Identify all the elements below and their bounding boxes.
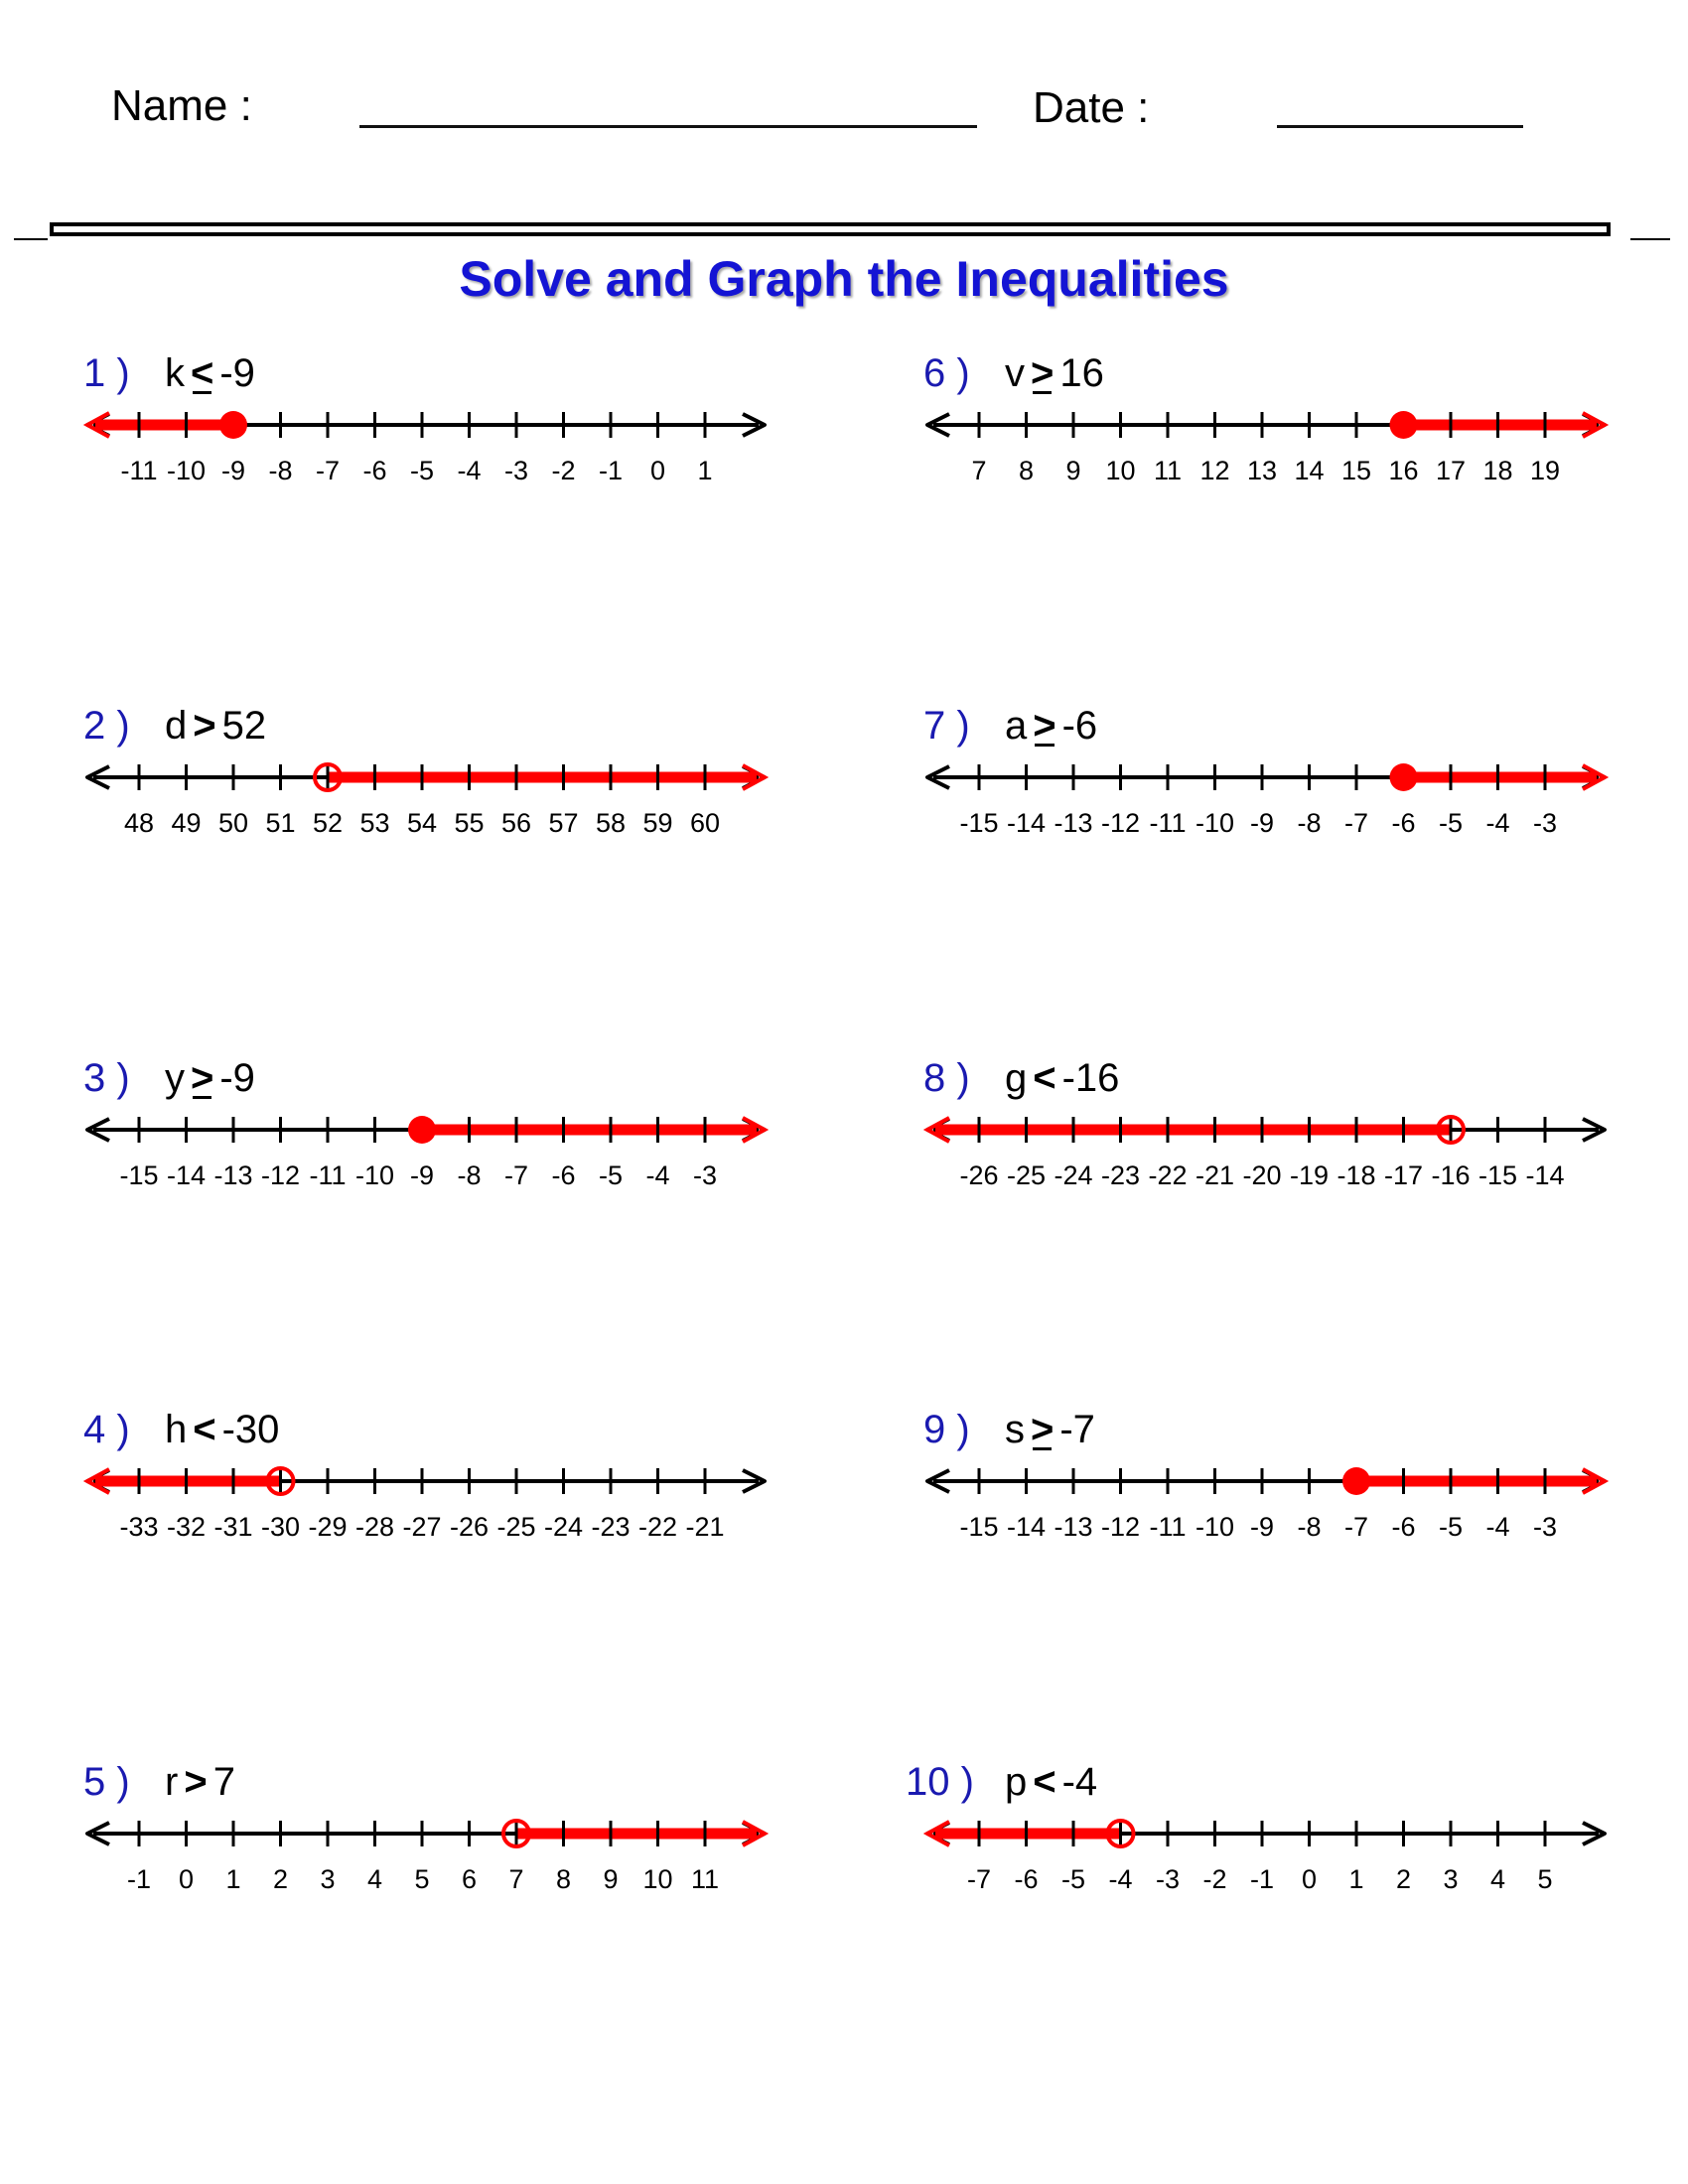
inequality-expression <box>165 351 255 396</box>
problem-number: 5 ) <box>83 1760 130 1804</box>
tick-label: -5 <box>598 1160 624 1190</box>
divider-tick-left <box>14 238 48 240</box>
tick-label: 59 <box>642 808 673 838</box>
tick-label: 55 <box>454 808 485 838</box>
tick-label: -27 <box>402 1512 442 1542</box>
tick-label: -6 <box>1391 1512 1416 1542</box>
tick-label: -14 <box>166 1160 207 1190</box>
tick-label: 2 <box>272 1864 289 1894</box>
tick-label: 1 <box>225 1864 241 1894</box>
closed-point <box>219 411 247 439</box>
tick-label: -9 <box>220 456 246 485</box>
tick-label: 4 <box>366 1864 383 1894</box>
tick-label: -13 <box>1054 808 1093 838</box>
inequality-variable: p <box>1005 1760 1028 1804</box>
tick-label: -32 <box>166 1512 207 1542</box>
tick-label: 10 <box>1105 456 1136 485</box>
inequality-variable: d <box>165 704 188 748</box>
number-line <box>923 1104 1618 1203</box>
tick-label: -22 <box>1148 1160 1188 1190</box>
tick-label: 3 <box>1443 1864 1459 1894</box>
inequality-value: -30 <box>221 1408 280 1451</box>
number-line <box>83 751 778 851</box>
tick-label: 0 <box>178 1864 195 1894</box>
tick-label: -10 <box>1195 808 1235 838</box>
tick-label: -22 <box>637 1512 678 1542</box>
tick-label: -15 <box>1477 1160 1518 1190</box>
tick-label: 13 <box>1246 456 1278 485</box>
tick-label: 53 <box>359 808 390 838</box>
inequality-expression <box>1005 1760 1097 1805</box>
tick-label: 4 <box>1489 1864 1506 1894</box>
tick-label: -9 <box>1249 808 1275 838</box>
inequality-expression <box>165 704 266 749</box>
inequality-expression <box>165 1760 235 1805</box>
tick-label: -18 <box>1336 1160 1376 1190</box>
tick-label: -6 <box>362 456 387 485</box>
tick-label: -8 <box>1297 808 1322 838</box>
inequality-symbol: > <box>193 704 216 748</box>
date-blank[interactable] <box>1277 125 1523 128</box>
tick-label: -21 <box>685 1512 725 1542</box>
inequality-variable: k <box>165 351 185 395</box>
tick-label: -4 <box>1108 1864 1133 1894</box>
tick-label: -7 <box>503 1160 529 1190</box>
inequality-symbol: < <box>1033 1056 1056 1100</box>
problem-number: 7 ) <box>923 704 970 748</box>
tick-label: 11 <box>1153 456 1183 485</box>
inequality-variable: y <box>165 1056 185 1100</box>
tick-label: 7 <box>508 1864 524 1894</box>
tick-label: 48 <box>123 808 155 838</box>
inequality-symbol: < <box>1033 1760 1056 1804</box>
tick-label: -8 <box>268 456 293 485</box>
tick-label: 2 <box>1395 1864 1412 1894</box>
tick-label: -13 <box>1054 1512 1093 1542</box>
tick-label: -28 <box>354 1512 395 1542</box>
tick-label: -3 <box>1155 1864 1181 1894</box>
tick-label: 50 <box>217 808 249 838</box>
tick-label: 52 <box>312 808 344 838</box>
worksheet-title: Solve and Graph the Inequalities <box>459 251 1229 307</box>
tick-label: 19 <box>1529 456 1561 485</box>
closed-point <box>1390 411 1418 439</box>
closed-point <box>408 1116 436 1144</box>
problem-9 <box>923 1408 1638 1586</box>
tick-label: -1 <box>1249 1864 1275 1894</box>
tick-label: -1 <box>598 456 624 485</box>
inequality-value: -9 <box>219 351 255 395</box>
number-line <box>923 1808 1618 1907</box>
number-line <box>83 1104 778 1203</box>
tick-label: 60 <box>689 808 721 838</box>
inequality-variable: r <box>165 1760 179 1804</box>
tick-label: -11 <box>120 456 158 485</box>
inequality-symbol: < <box>191 351 214 395</box>
problem-number: 8 ) <box>923 1056 970 1100</box>
tick-label: -9 <box>1249 1512 1275 1542</box>
problem-10 <box>906 1760 1638 1939</box>
tick-label: -4 <box>645 1160 670 1190</box>
header-divider <box>50 222 1611 236</box>
problem-7 <box>923 704 1638 883</box>
tick-label: 5 <box>1537 1864 1553 1894</box>
tick-label: 57 <box>548 808 579 838</box>
tick-label: -4 <box>1485 1512 1510 1542</box>
tick-label: -8 <box>457 1160 482 1190</box>
inequality-symbol: > <box>191 1056 214 1100</box>
tick-label: 17 <box>1435 456 1467 485</box>
tick-label: -13 <box>213 1160 253 1190</box>
tick-label: 0 <box>649 456 666 485</box>
tick-label: -23 <box>1100 1160 1141 1190</box>
tick-label: 58 <box>595 808 627 838</box>
number-line <box>83 1455 778 1555</box>
tick-label: -6 <box>1014 1864 1039 1894</box>
tick-label: 8 <box>555 1864 572 1894</box>
inequality-expression <box>165 1408 279 1452</box>
tick-label: 5 <box>414 1864 430 1894</box>
tick-label: -29 <box>308 1512 348 1542</box>
inequality-variable: h <box>165 1408 188 1451</box>
tick-label: -9 <box>409 1160 435 1190</box>
inequality-variable: a <box>1005 704 1028 748</box>
tick-label: -7 <box>315 456 341 485</box>
tick-label: 18 <box>1482 456 1513 485</box>
tick-label: -7 <box>966 1864 992 1894</box>
problem-number: 9 ) <box>923 1408 970 1451</box>
tick-label: -31 <box>213 1512 253 1542</box>
tick-label: -14 <box>1006 808 1047 838</box>
tick-label: -11 <box>309 1160 347 1190</box>
number-line <box>923 1455 1618 1555</box>
inequality-value: -16 <box>1061 1056 1120 1100</box>
tick-label: -1 <box>126 1864 152 1894</box>
problem-number: 1 ) <box>83 351 130 395</box>
tick-label: -15 <box>959 808 999 838</box>
tick-label: 1 <box>697 456 713 485</box>
tick-label: -10 <box>1195 1512 1235 1542</box>
tick-label: -19 <box>1289 1160 1330 1190</box>
inequality-symbol: < <box>193 1408 216 1451</box>
tick-label: 12 <box>1199 456 1230 485</box>
tick-label: -11 <box>1149 1512 1187 1542</box>
problem-number: 3 ) <box>83 1056 130 1100</box>
inequality-variable: v <box>1005 351 1025 395</box>
tick-label: -12 <box>1100 1512 1141 1542</box>
problem-8 <box>923 1056 1638 1235</box>
tick-label: -3 <box>1532 808 1558 838</box>
tick-label: 0 <box>1301 1864 1318 1894</box>
tick-label: 56 <box>500 808 532 838</box>
inequality-expression <box>1005 351 1104 396</box>
inequality-value: -7 <box>1059 1408 1095 1451</box>
tick-label: -24 <box>543 1512 584 1542</box>
inequality-expression <box>1005 704 1097 749</box>
tick-label: 3 <box>320 1864 336 1894</box>
tick-label: -30 <box>260 1512 301 1542</box>
tick-label: -5 <box>1438 1512 1464 1542</box>
divider-tick-right <box>1630 238 1670 240</box>
inequality-symbol: > <box>1031 351 1055 395</box>
tick-label: 10 <box>642 1864 673 1894</box>
tick-label: -8 <box>1297 1512 1322 1542</box>
tick-label: -2 <box>1202 1864 1227 1894</box>
closed-point <box>1342 1467 1370 1495</box>
closed-point <box>1390 763 1418 791</box>
problem-2 <box>83 704 798 883</box>
name-blank[interactable] <box>359 125 977 128</box>
inequality-expression <box>1005 1408 1095 1452</box>
tick-label: -14 <box>1006 1512 1047 1542</box>
tick-label: 54 <box>406 808 438 838</box>
tick-label: -21 <box>1195 1160 1235 1190</box>
tick-label: -12 <box>260 1160 301 1190</box>
tick-label: -20 <box>1242 1160 1282 1190</box>
tick-label: -14 <box>1525 1160 1565 1190</box>
tick-label: -26 <box>959 1160 999 1190</box>
tick-label: 16 <box>1388 456 1419 485</box>
inequality-symbol: > <box>1031 1408 1055 1451</box>
tick-label: -17 <box>1383 1160 1424 1190</box>
tick-label: 9 <box>603 1864 619 1894</box>
problem-number: 6 ) <box>923 351 970 395</box>
inequality-value: 52 <box>221 704 267 748</box>
problem-4 <box>83 1408 798 1586</box>
tick-label: 15 <box>1340 456 1372 485</box>
tick-label: -16 <box>1431 1160 1471 1190</box>
problem-1 <box>83 351 798 530</box>
tick-label: -4 <box>457 456 482 485</box>
tick-label: -5 <box>409 456 435 485</box>
tick-label: 11 <box>690 1864 720 1894</box>
tick-label: -25 <box>1006 1160 1047 1190</box>
inequality-expression <box>1005 1056 1119 1101</box>
tick-label: -15 <box>959 1512 999 1542</box>
tick-label: -11 <box>1149 808 1187 838</box>
tick-label: 6 <box>461 1864 478 1894</box>
tick-label: -3 <box>692 1160 718 1190</box>
problem-3 <box>83 1056 798 1235</box>
name-label: Name : <box>111 81 252 130</box>
tick-label: 49 <box>171 808 202 838</box>
tick-label: -4 <box>1485 808 1510 838</box>
tick-label: -5 <box>1060 1864 1086 1894</box>
problem-number: 4 ) <box>83 1408 130 1451</box>
inequality-variable: g <box>1005 1056 1028 1100</box>
inequality-value: -9 <box>219 1056 255 1100</box>
problem-5 <box>83 1760 798 1939</box>
inequality-value: -4 <box>1061 1760 1098 1804</box>
tick-label: -7 <box>1343 1512 1369 1542</box>
tick-label: 9 <box>1065 456 1081 485</box>
number-line <box>923 751 1618 851</box>
inequality-expression <box>165 1056 255 1101</box>
tick-label: -2 <box>551 456 576 485</box>
tick-label: -6 <box>1391 808 1416 838</box>
problem-number: 10 ) <box>906 1760 974 1804</box>
tick-label: -3 <box>503 456 529 485</box>
tick-label: -26 <box>449 1512 490 1542</box>
inequality-symbol: > <box>1033 704 1056 748</box>
number-line <box>923 399 1618 498</box>
inequality-value: 7 <box>212 1760 235 1804</box>
tick-label: -6 <box>551 1160 576 1190</box>
date-label: Date : <box>1033 83 1150 132</box>
inequality-value: 16 <box>1059 351 1104 395</box>
tick-label: 14 <box>1294 456 1325 485</box>
tick-label: 1 <box>1348 1864 1364 1894</box>
inequality-variable: s <box>1005 1408 1025 1451</box>
number-line <box>83 399 778 498</box>
inequality-symbol: > <box>184 1760 208 1804</box>
tick-label: -25 <box>496 1512 536 1542</box>
tick-label: 8 <box>1018 456 1035 485</box>
tick-label: -7 <box>1343 808 1369 838</box>
tick-label: -5 <box>1438 808 1464 838</box>
inequality-value: -6 <box>1061 704 1098 748</box>
problem-6 <box>923 351 1638 530</box>
tick-label: -10 <box>354 1160 395 1190</box>
tick-label: 51 <box>265 808 296 838</box>
tick-label: -3 <box>1532 1512 1558 1542</box>
tick-label: -15 <box>119 1160 159 1190</box>
tick-label: -33 <box>119 1512 159 1542</box>
tick-label: 7 <box>971 456 987 485</box>
tick-label: -23 <box>591 1512 631 1542</box>
tick-label: -24 <box>1054 1160 1093 1190</box>
number-line <box>83 1808 778 1907</box>
tick-label: -12 <box>1100 808 1141 838</box>
tick-label: -10 <box>166 456 207 485</box>
problem-number: 2 ) <box>83 704 130 748</box>
